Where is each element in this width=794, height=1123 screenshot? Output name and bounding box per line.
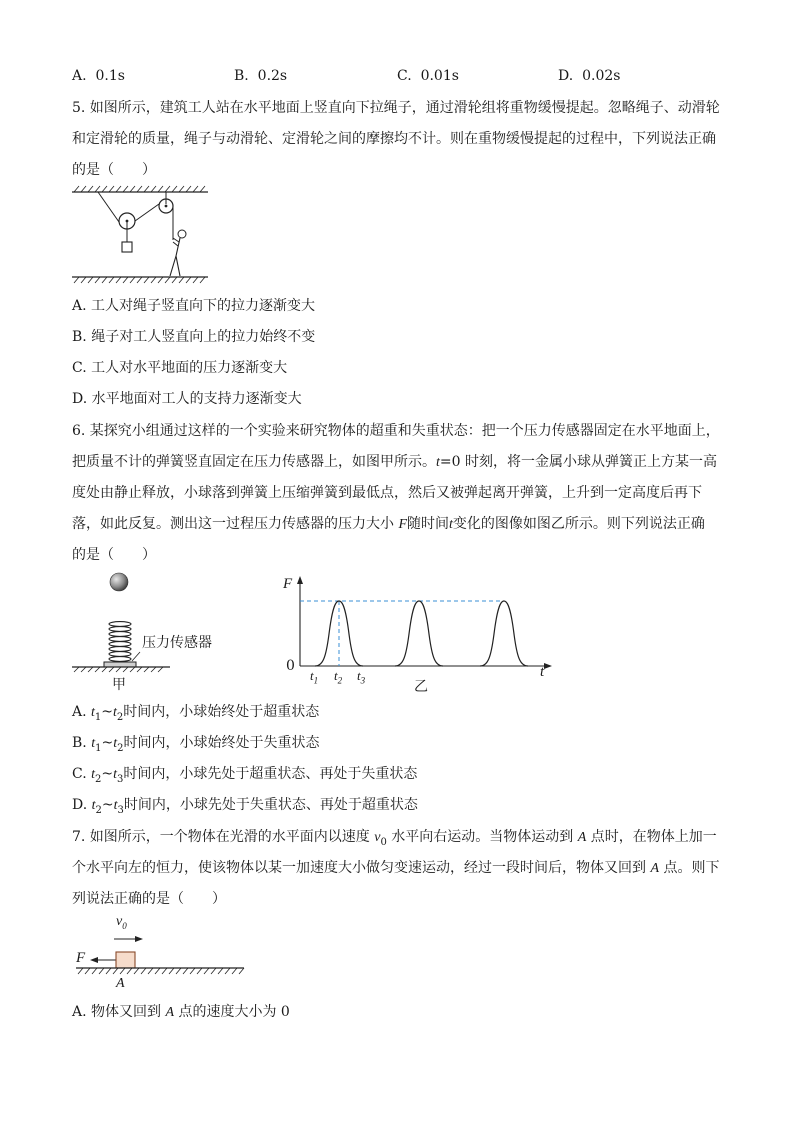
sub: 2 bbox=[116, 711, 124, 723]
sub: 2 bbox=[95, 773, 102, 785]
q6-option-a bbox=[72, 702, 319, 728]
label-F: F bbox=[76, 950, 86, 966]
q5-stem-line-3: 的是（ ） bbox=[72, 162, 156, 178]
figure-caption-yi: 乙 bbox=[414, 679, 428, 695]
q6-text: 随时间 bbox=[407, 516, 450, 532]
force-pulse-3 bbox=[480, 601, 528, 666]
q6-figure-yi-graph bbox=[278, 572, 558, 688]
q6-stem-line-3: 度处由静止释放，小球落到弹簧上压缩弹簧到最低点，然后又被弹起离开弹簧，上升到一定高度后再下 bbox=[72, 485, 702, 501]
var: v bbox=[116, 914, 123, 929]
option-text: 0.01s bbox=[420, 68, 459, 84]
q7-option-a bbox=[72, 1002, 290, 1023]
q6-option-b bbox=[72, 733, 319, 759]
option-letter: B. bbox=[72, 735, 92, 751]
axis-label-t: t bbox=[540, 664, 545, 680]
q5-pulley-figure bbox=[70, 184, 210, 288]
option-text: 时间内，小球始终处于失重状态 bbox=[123, 735, 320, 751]
block-icon bbox=[116, 952, 135, 968]
option-letter: C. bbox=[72, 766, 92, 782]
q5-option-d: D. 水平地面对工人的支持力逐渐变大 bbox=[72, 391, 302, 407]
tick-sub: 1 bbox=[313, 675, 319, 686]
var: t bbox=[91, 736, 96, 751]
q7-block-figure bbox=[72, 912, 252, 996]
variable-v: v bbox=[374, 830, 381, 845]
q6-option-d bbox=[72, 795, 418, 821]
q6-stem-line-4 bbox=[72, 514, 705, 535]
var: t bbox=[113, 736, 118, 751]
option-text: 点的速度大小为 0 bbox=[174, 1004, 290, 1020]
tick-var: t bbox=[310, 668, 314, 683]
variable-A: A bbox=[165, 1005, 175, 1020]
sep: ~ bbox=[101, 766, 114, 782]
option-text: 0.1s bbox=[95, 68, 125, 84]
option-text: A. 物体又回到 bbox=[72, 1004, 166, 1020]
q5-option-c: C. 工人对水平地面的压力逐渐变大 bbox=[72, 360, 288, 376]
var: t bbox=[91, 705, 95, 720]
sep: ~ bbox=[101, 735, 114, 751]
q7-stem-line-1 bbox=[72, 827, 717, 853]
sub: 1 bbox=[94, 711, 102, 723]
tick-var: t bbox=[334, 668, 338, 683]
q6-figure-jia bbox=[70, 568, 240, 694]
pressure-sensor-icon bbox=[104, 662, 136, 667]
sub: 3 bbox=[117, 773, 124, 785]
force-pulse-2 bbox=[395, 601, 443, 666]
option-letter: B. bbox=[234, 68, 249, 84]
tick-sub: 3 bbox=[360, 675, 366, 686]
q6-text: =0 时刻，将一金属小球从弹簧正上方某一高 bbox=[439, 454, 717, 470]
q7-text: 点。则下 bbox=[659, 860, 720, 876]
q4-option-b bbox=[234, 66, 287, 86]
q5-stem-line-2: 和定滑轮的质量，绳子与动滑轮、定滑轮之间的摩擦均不计。则在重物缓慢提起的过程中，下列说法正确 bbox=[72, 131, 716, 147]
option-letter: C. bbox=[397, 68, 412, 84]
tick-t1 bbox=[310, 668, 318, 686]
q7-stem-line-2 bbox=[72, 858, 719, 879]
figure-caption-jia: 甲 bbox=[112, 677, 126, 693]
q4-option-d bbox=[558, 66, 620, 86]
q4-option-a bbox=[72, 66, 125, 86]
option-letter: A. bbox=[72, 68, 87, 84]
option-letter: D. bbox=[558, 68, 574, 84]
q5-option-a: A. 工人对绳子竖直向下的拉力逐渐变大 bbox=[72, 298, 316, 314]
q7-stem-line-3: 列说法正确的是（ ） bbox=[72, 891, 226, 907]
sub: 3 bbox=[117, 804, 124, 816]
q5-option-b: B. 绳子对工人竖直向上的拉力始终不变 bbox=[72, 329, 316, 345]
option-text: 0.02s bbox=[582, 68, 621, 84]
var: t bbox=[113, 798, 118, 813]
option-letter: A. bbox=[72, 704, 92, 720]
q7-text: 个水平向左的恒力，使该物体以某一加速度大小做匀变速运动，经过一段时间后，物体又回到 bbox=[72, 860, 651, 876]
q5-stem-line-1: 5. 如图所示，建筑工人站在水平地面上竖直向下拉绳子，通过滑轮组将重物缓慢提起。忽略绳子、动滑轮 bbox=[72, 100, 720, 116]
variable-A: A bbox=[577, 830, 587, 845]
tick-t2 bbox=[334, 668, 342, 686]
q6-stem-line-1: 6. 某探究小组通过这样的一个实验来研究物体的超重和失重状态：把一个压力传感器固定在水平地面上， bbox=[72, 423, 720, 439]
sep: ~ bbox=[101, 704, 114, 720]
sensor-label: 压力传感器 bbox=[142, 635, 212, 651]
spring-icon bbox=[109, 622, 131, 662]
axis-label-F: F bbox=[283, 576, 293, 592]
origin-label: 0 bbox=[286, 658, 295, 674]
q6-text: 落，如此反复。测出这一过程压力传感器的压力大小 bbox=[72, 516, 399, 532]
label-v0 bbox=[116, 914, 127, 931]
tick-t3 bbox=[357, 668, 365, 686]
option-text: 时间内，小球先处于失重状态、再处于超重状态 bbox=[123, 797, 418, 813]
var: t bbox=[113, 767, 118, 782]
var: t bbox=[113, 705, 117, 720]
q6-text: 把质量不计的弹簧竖直固定在压力传感器上，如图甲所示。 bbox=[72, 454, 436, 470]
tick-sub: 2 bbox=[337, 675, 343, 686]
label-A: A bbox=[116, 976, 125, 991]
option-text: 时间内，小球先处于超重状态、再处于失重状态 bbox=[123, 766, 418, 782]
var: t bbox=[91, 767, 96, 782]
q6-text: 变化的图像如图乙所示。则下列说法正确 bbox=[452, 516, 705, 532]
q7-text: 7. 如图所示，一个物体在光滑的水平面内以速度 bbox=[72, 829, 375, 845]
q7-text: 点时，在物体上加一 bbox=[586, 829, 717, 845]
variable-F: F bbox=[398, 517, 408, 532]
q7-text: 水平向右运动。当物体运动到 bbox=[386, 829, 578, 845]
q6-stem-line-2 bbox=[72, 452, 717, 473]
option-text: 时间内，小球始终处于超重状态 bbox=[123, 704, 320, 720]
q6-option-c bbox=[72, 764, 417, 790]
sep: ~ bbox=[101, 797, 114, 813]
q4-option-c bbox=[397, 66, 459, 86]
var: t bbox=[91, 798, 96, 813]
sub: 2 bbox=[95, 804, 102, 816]
metal-ball-icon bbox=[110, 573, 128, 591]
option-text: 0.2s bbox=[257, 68, 288, 84]
variable-A: A bbox=[650, 861, 660, 876]
sub: 0 bbox=[122, 920, 127, 931]
tick-var: t bbox=[357, 668, 361, 683]
option-letter: D. bbox=[72, 797, 92, 813]
variable-t: t bbox=[436, 455, 440, 470]
q6-stem-line-5: 的是（ ） bbox=[72, 547, 156, 563]
sub: 1 bbox=[95, 742, 102, 754]
sub: 2 bbox=[117, 742, 124, 754]
variable-t: t bbox=[449, 517, 453, 532]
sub: 0 bbox=[380, 836, 387, 848]
